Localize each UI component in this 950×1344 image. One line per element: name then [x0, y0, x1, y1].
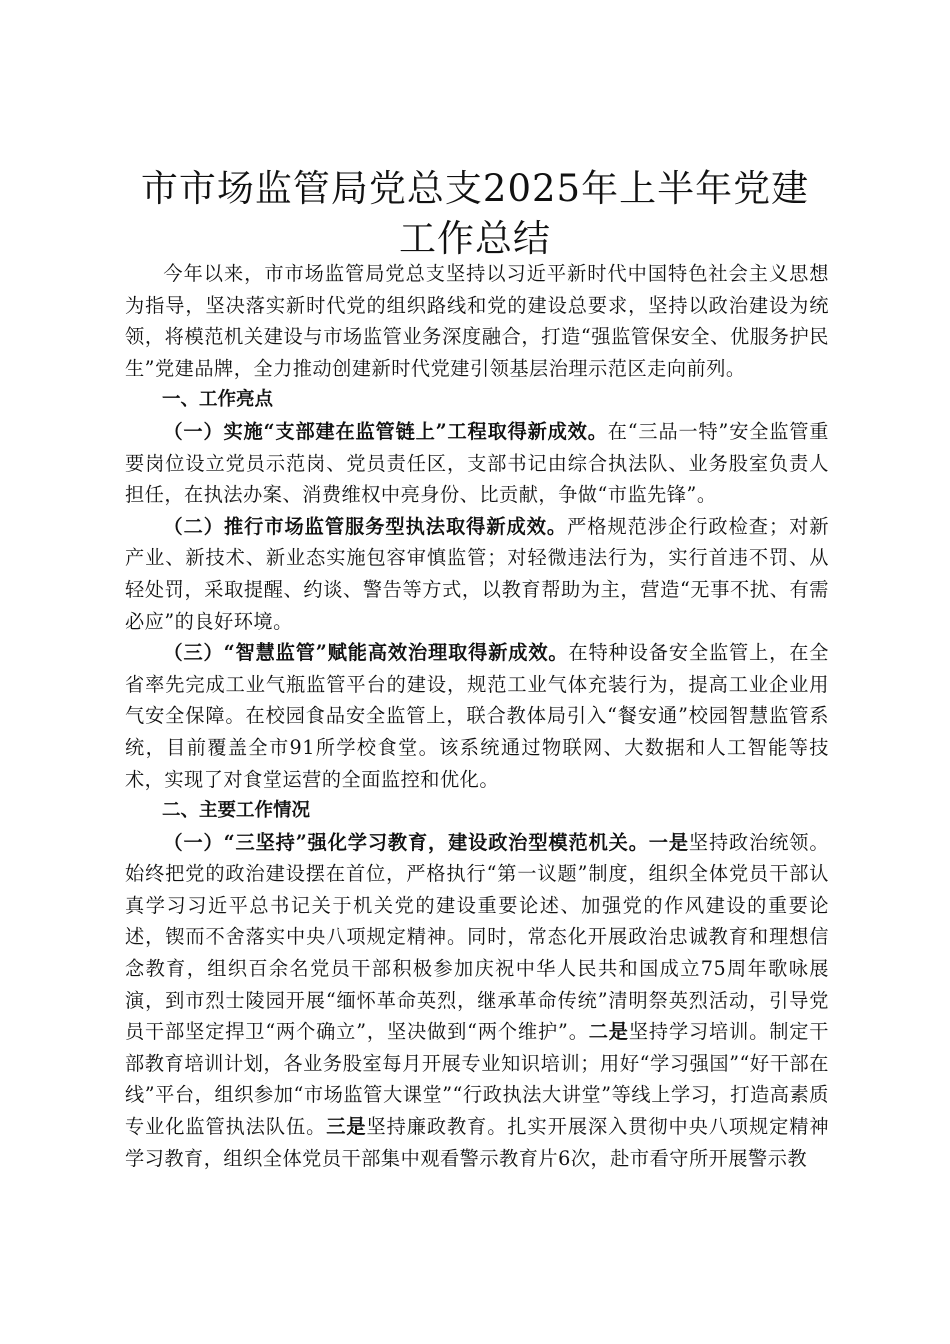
highlight-paragraph-1: [125, 416, 829, 511]
main-work-1-text-2: 坚持学习培训。制定干部教育培训计划，各业务股室每月开展专业知识培训；用好“学习强国”“好干部在线”平台，组织参加“市场监管大课堂”“行政执法大讲堂”等线上学习，打造高素质专业化监管执法队伍。: [125, 1020, 829, 1139]
main-work-1-marker-3: 三是: [326, 1115, 367, 1139]
section-heading-main-work: 二、主要工作情况: [162, 800, 311, 822]
document-title: 市市场监管局党总支2025年上半年党建工作总结: [140, 167, 810, 260]
highlight-1-lead: （一）实施“支部建在监管链上”工程取得新成效。: [163, 419, 608, 443]
highlight-2-text: 严格规范涉企行政检查；对新产业、新技术、新业态实施包容审慎监管；对轻微违法行为，实行首违不罚、从轻处罚，采取提醒、约谈、警告等方式，以教育帮助为主，营造“无事不扰、有需必应”的良好环境。: [125, 514, 830, 633]
main-work-paragraph-1: [125, 827, 829, 1175]
highlight-3-lead: （三）“智慧监管”赋能高效治理取得新成效。: [163, 641, 569, 665]
main-work-1-text-1: 坚持政治统领。始终把党的政治建设摆在首位，严格执行“第一议题”制度，组织全体党员干部认真学习习近平总书记关于机关党的建设重要论述、加强党的作风建设的重要论述，锲而不舍落实中央八项规定精神。同时，常态化开展政治忠诚教育和理想信念教育，组织百余名党员干部积极参加庆祝中华人民共和国成立75周年歌咏展演，到市烈士陵园开展“缅怀革命英烈，继承革命传统”清明祭英烈活动，引导党员干部坚定捍卫“两个确立”，坚决做到“两个维护”。: [125, 830, 830, 1044]
main-work-1-lead: （一）“三坚持”强化学习教育，建设政治型模范机关。: [163, 830, 649, 854]
highlight-paragraph-2: [125, 511, 829, 637]
document-body: [125, 258, 829, 1174]
highlight-2-lead: （二）推行市场监管服务型执法取得新成效。: [163, 514, 568, 538]
highlight-1-text: 在“三品一特”安全监管重要岗位设立党员示范岗、党员责任区，支部书记由综合执法队、业务股室负责人担任，在执法办案、消费维权中亮身份、比贡献，争做“市监先锋”。: [125, 419, 829, 507]
intro-paragraph: 今年以来，市市场监管局党总支坚持以习近平新时代中国特色社会主义思想为指导，坚决落实新时代党的组织路线和党的建设总要求，坚持以政治建设为统领，将模范机关建设与市场监管业务深度融合，打造“强监管保安全、优服务护民生”党建品牌，全力推动创建新时代党建引领基层治理示范区走向前列。: [125, 262, 829, 380]
highlight-3-text: 在特种设备安全监管上，在全省率先完成工业气瓶监管平台的建设，规范工业气体充装行为，提高工业企业用气安全保障。在校园食品安全监管上，联合教体局引入“餐安通”校园智慧监管系统，目前覆盖全市91所学校食堂。该系统通过物联网、大数据和人工智能等技术，实现了对食堂运营的全面监控和优化。: [125, 641, 829, 791]
section-heading-highlights: 一、工作亮点: [162, 389, 274, 411]
main-work-1-marker-1: 一是: [648, 830, 689, 854]
highlight-paragraph-3: [125, 637, 829, 795]
main-work-1-marker-2: 二是: [588, 1020, 629, 1044]
main-work-1-text-3: 坚持廉政教育。扎实开展深入贯彻中央八项规定精神学习教育，组织全体党员干部集中观看警示教育片6次，赴市看守所开展警示教: [125, 1115, 830, 1170]
